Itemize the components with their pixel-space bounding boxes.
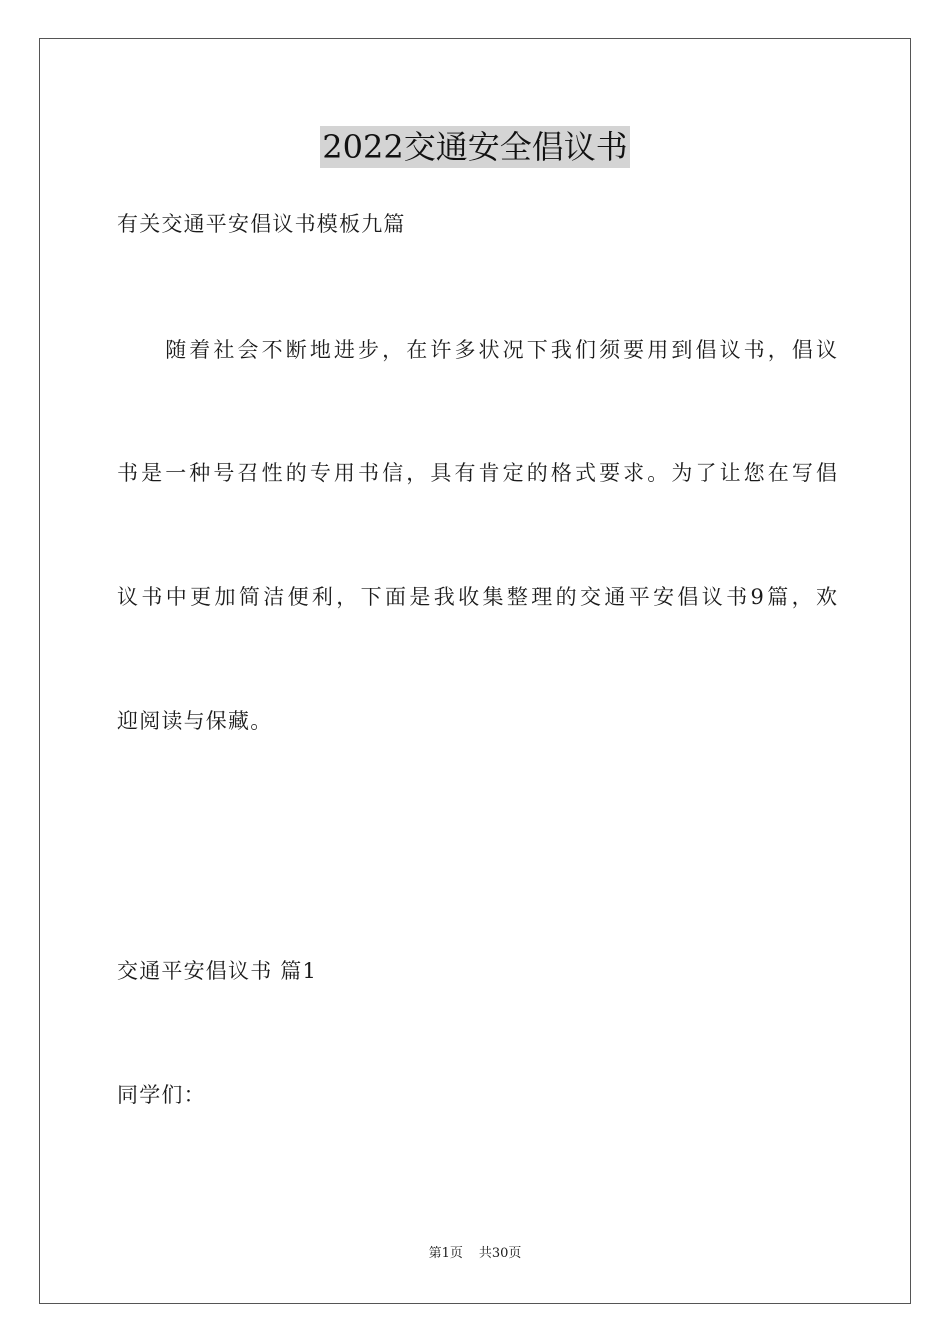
section-heading: 交通平安倡议书 篇1 (117, 959, 318, 983)
page-footer (0, 1245, 950, 1263)
page-total: 共30页 (478, 1246, 522, 1261)
title-container (0, 126, 950, 168)
salutation: 同学们： (117, 1083, 206, 1107)
intro-line-4: 迎阅读与保藏。 (117, 709, 273, 733)
intro-line-1: 随着社会不断地进步，在许多状况下我们须要用到倡议书，倡议 (117, 338, 837, 362)
intro-line-3: 议书中更加简洁便利，下面是我收集整理的交通平安倡议书9篇，欢 (117, 585, 837, 609)
document-subtitle: 有关交通平安倡议书模板九篇 (117, 212, 406, 236)
intro-line-2: 书是一种号召性的专用书信，具有肯定的格式要求。为了让您在写倡 (117, 461, 837, 485)
document-title: 2022交通安全倡议书 (322, 128, 628, 166)
page-number: 第1页 (428, 1246, 463, 1261)
